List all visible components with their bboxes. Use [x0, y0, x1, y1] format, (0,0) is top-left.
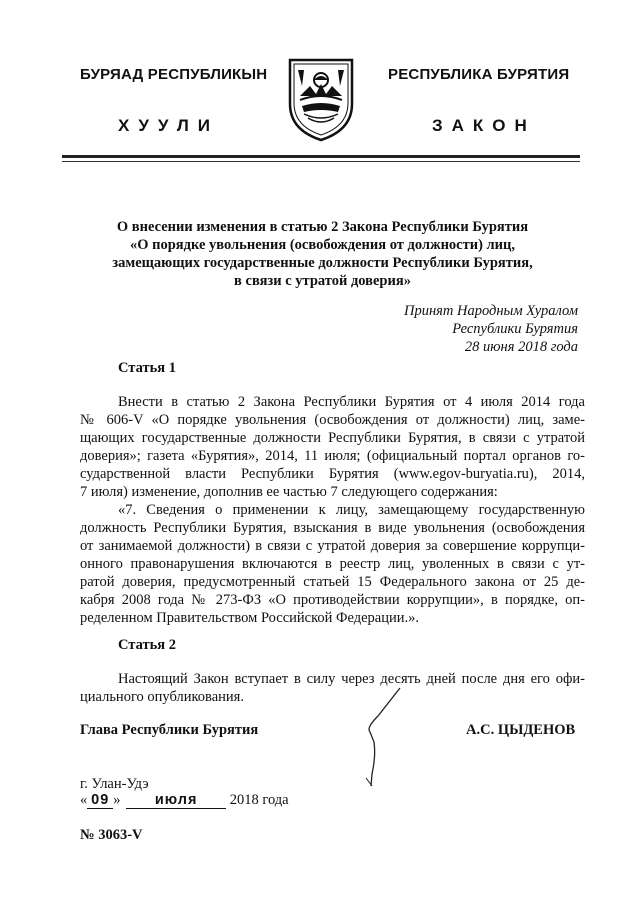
title-line: замещающих государственные должности Республики Бурятия,: [112, 255, 533, 271]
paragraph-line: Настоящий Закон вступает в силу через десять дней после дня его офи-: [118, 671, 585, 687]
adoption-line: Принят Народным Хуралом: [403, 303, 578, 319]
date-month: июля: [126, 792, 226, 809]
paragraph-line: кабря 2008 года № 273-ФЗ «О противодействии коррупции», в порядке, оп-: [80, 592, 585, 608]
header-left-top: БУРЯАД РЕСПУБЛИКЫН: [80, 66, 268, 83]
paragraph-line: от занимаемой должности) в связи с утратой доверия за совершение коррупци-: [80, 538, 585, 554]
date-open-quote: «: [80, 792, 88, 808]
title-line: «О порядке увольнения (освобождения от должности) лиц,: [129, 237, 516, 253]
title-line: О внесении изменения в статью 2 Закона Республики Бурятия: [116, 219, 529, 235]
adoption-line: Республики Бурятия: [452, 321, 578, 337]
paragraph-line: Внести в статью 2 Закона Республики Бурятия от 4 июля 2014 года: [118, 394, 585, 410]
adoption-line: 28 июня 2018 года: [464, 339, 578, 355]
header-right-top: РЕСПУБЛИКА БУРЯТИЯ: [388, 66, 570, 83]
paragraph-line: «7. Сведения о применении к лицу, замещающему государственную: [118, 502, 585, 518]
paragraph-line: должность Республики Бурятия, взыскания в виде увольнения (освобождения: [80, 520, 585, 536]
adoption-note: [404, 302, 578, 356]
header-rule-thick: [62, 155, 580, 158]
date-day: 09: [87, 792, 113, 809]
date-line: [80, 792, 289, 809]
paragraph-line: ратой доверия, предусмотренный статьей 15 Федерального закона от 25 де-: [80, 574, 585, 590]
header-left-bottom: ХУУЛИ: [118, 116, 219, 135]
paragraph-line: доверия»; газета «Бурятия», 2014, 11 июля; (официальный портал органов го-: [80, 448, 585, 464]
paragraph-line: онного правонарушения включаются в реестр лиц, уволенных в связи с ут-: [80, 556, 585, 572]
header-right-bottom: ЗАКОН: [432, 116, 536, 135]
paragraph-line: ределенном Правительством Российской Федерации.».: [80, 610, 420, 626]
law-number: № 3063-V: [80, 827, 143, 843]
article-2-heading: Статья 2: [118, 637, 176, 653]
title-line: в связи с утратой доверия»: [234, 273, 411, 289]
article-1-paragraph-1: [80, 393, 585, 501]
article-1-heading: Статья 1: [118, 360, 176, 376]
article-2-paragraph: [80, 670, 585, 706]
paragraph-line: 7 июля) изменение, дополнив ее частью 7 следующего содержания:: [80, 484, 498, 500]
paragraph-line: № 606-V «О порядке увольнения (освобождения от должности) лиц, заме-: [80, 412, 585, 428]
article-1-paragraph-2: [80, 501, 585, 627]
coat-of-arms-icon: [284, 56, 358, 142]
signatory-name: А.С. ЦЫДЕНОВ: [466, 722, 576, 738]
signatory-position: Глава Республики Бурятия: [80, 722, 259, 738]
handwritten-signature: [336, 682, 416, 792]
date-year: 2018 года: [229, 792, 289, 808]
header-rule-thin: [62, 161, 580, 162]
paragraph-line: щающих государственные должности Республики Бурятия, в связи с утратой: [80, 430, 585, 446]
paragraph-line: циального опубликования.: [80, 689, 244, 705]
paragraph-line: сударственной власти Республики Бурятия (www.egov-buryatia.ru), 2014,: [80, 466, 585, 482]
date-close-quote: »: [113, 792, 121, 808]
place: г. Улан-Удэ: [80, 776, 149, 792]
law-title: [60, 218, 585, 290]
